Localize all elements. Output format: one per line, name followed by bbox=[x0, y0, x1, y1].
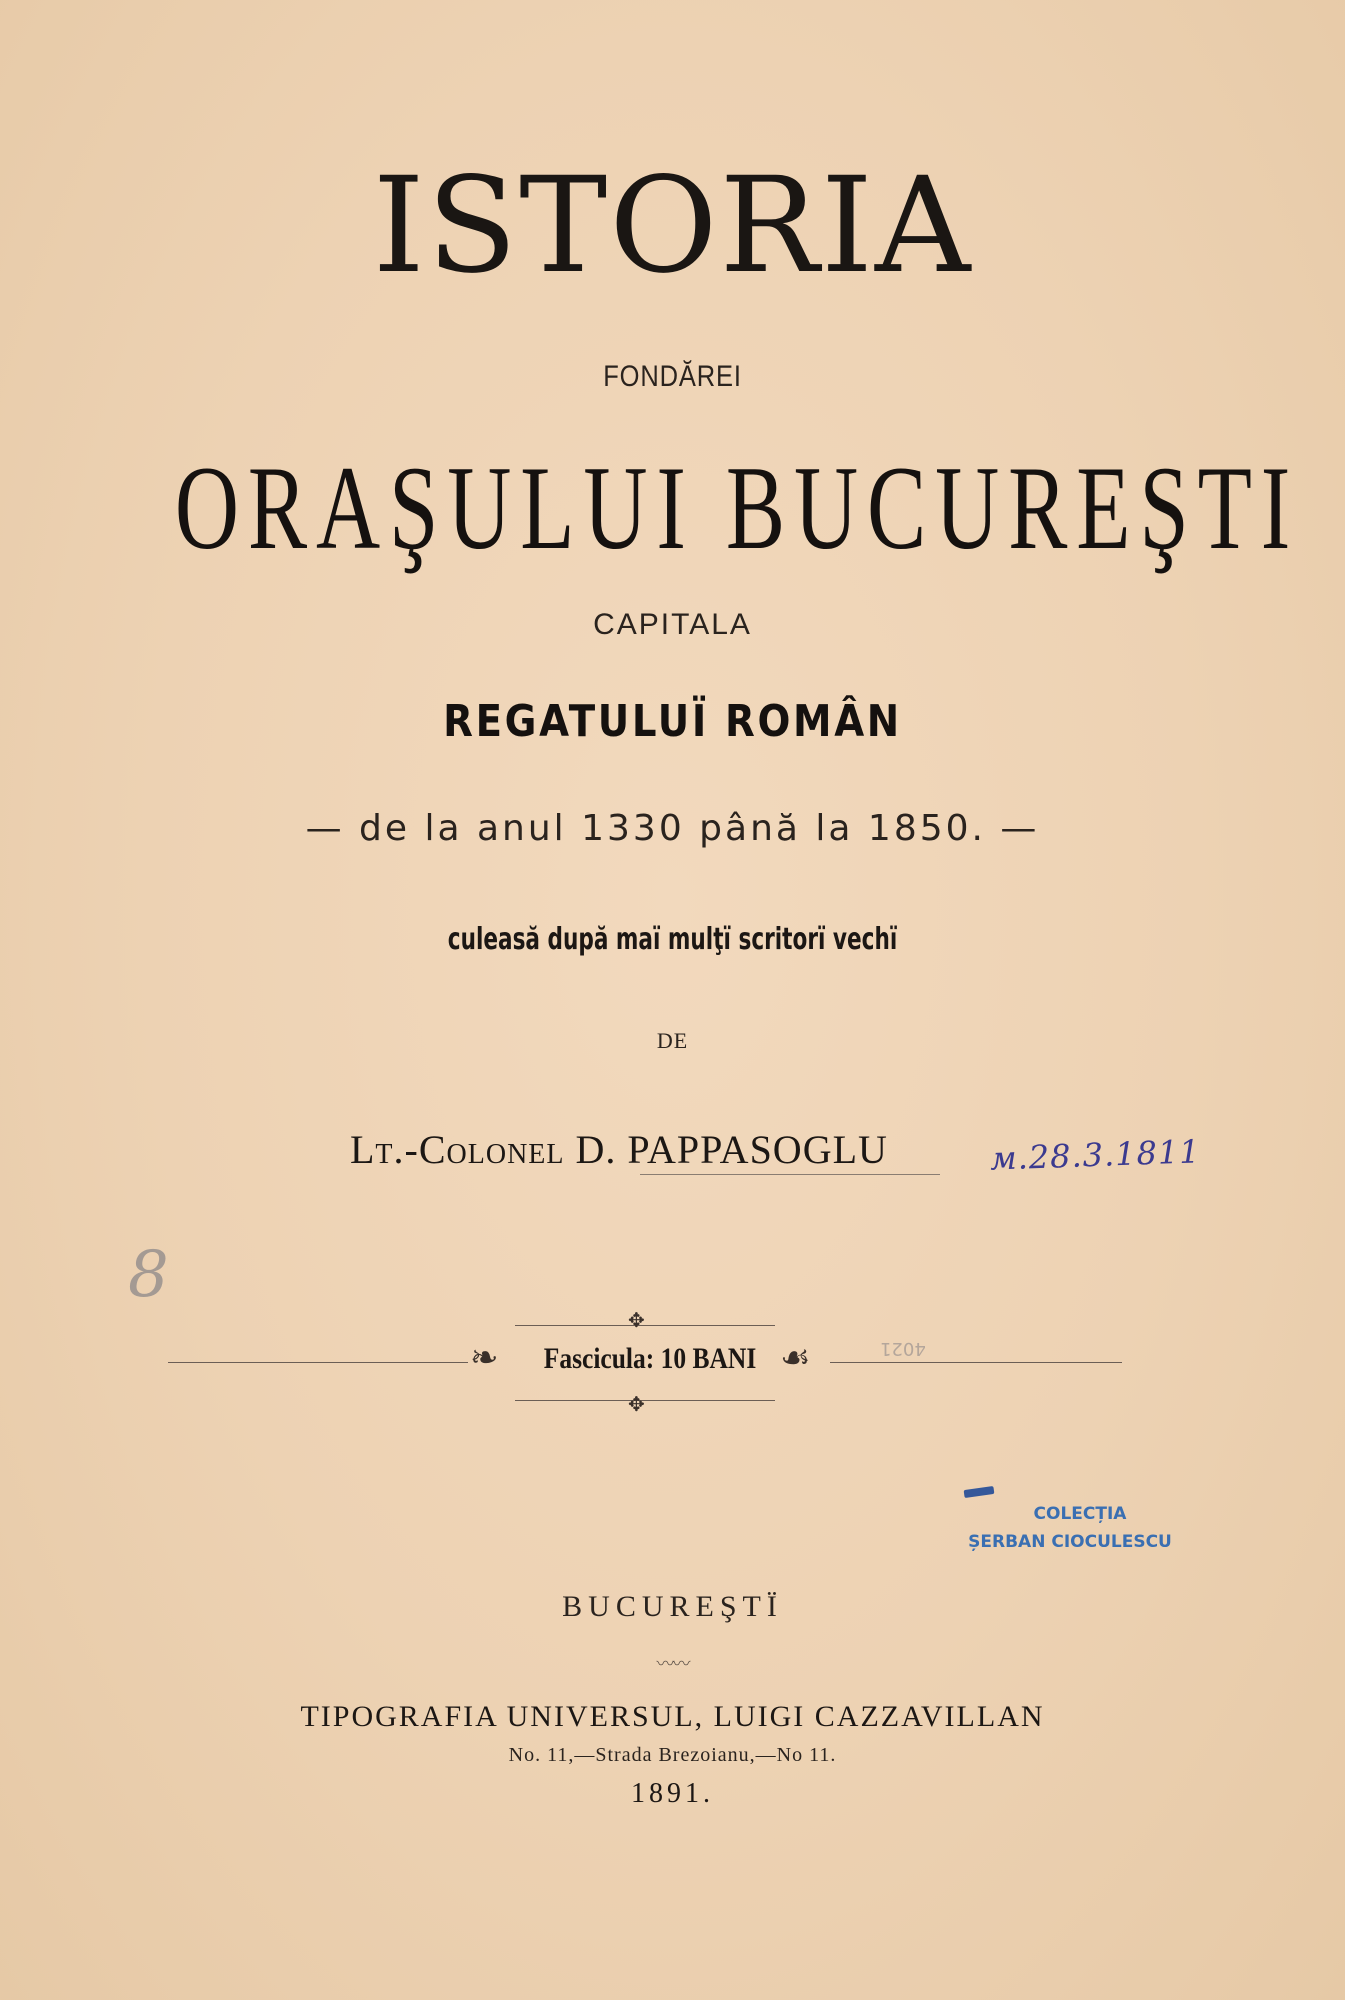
ornament-rule-right bbox=[830, 1362, 1122, 1363]
by-label: DE bbox=[656, 1028, 689, 1053]
ornament-frame-bottom bbox=[515, 1400, 775, 1401]
collection-stamp bbox=[960, 1490, 1180, 1552]
flourish-bottom-icon: ✥ bbox=[628, 1392, 645, 1416]
pencil-mark-number: 4021 bbox=[880, 1338, 926, 1359]
tilde-ornament-icon: 〰〰 bbox=[656, 1654, 689, 1675]
date-range: — de la anul 1330 până la 1850. — bbox=[305, 808, 1040, 849]
compiled-from-note: culeasă după maï mulţï scritorï vechï bbox=[447, 922, 898, 957]
subtitle-fondarei: FONDĂREI bbox=[603, 360, 742, 393]
flourish-top-icon: ✥ bbox=[628, 1308, 645, 1332]
flourish-left-icon: ❧ bbox=[470, 1338, 499, 1378]
ornament-rule-left bbox=[168, 1362, 468, 1363]
flourish-right-icon: ☙ bbox=[780, 1338, 811, 1378]
book-title: ISTORIA bbox=[372, 149, 973, 303]
fascicle-price: Fascicula: 10 BANI bbox=[543, 1342, 757, 1375]
printer-address: No. 11,—Strada Brezoianu,—No 11. bbox=[508, 1744, 837, 1766]
subtitle-capitala: CAPITALA bbox=[593, 608, 752, 641]
subtitle-kingdom: REGATULUÏ ROMÂN bbox=[443, 696, 902, 747]
subtitle-city-name: ORAŞULUI BUCUREŞTI bbox=[174, 441, 1300, 574]
printer-name: TIPOGRAFIA UNIVERSUL, LUIGI CAZZAVILLAN bbox=[300, 1700, 1045, 1733]
handwritten-date-note: м.28.3.1811 bbox=[989, 1132, 1202, 1178]
stamp-line-2: ȘERBAN CIOCULESCU bbox=[968, 1532, 1172, 1552]
ornament-frame-top bbox=[515, 1325, 775, 1326]
pencil-mark-8: 8 bbox=[128, 1238, 169, 1312]
publication-city: BUCUREŞTÏ bbox=[562, 1590, 783, 1623]
stamp-line-1: COLECȚIA bbox=[1033, 1504, 1127, 1524]
publication-year: 1891. bbox=[631, 1778, 714, 1809]
author-name: Lt.-Colonel D. PAPPASOGLU bbox=[350, 1127, 888, 1172]
author-underline bbox=[640, 1174, 940, 1175]
